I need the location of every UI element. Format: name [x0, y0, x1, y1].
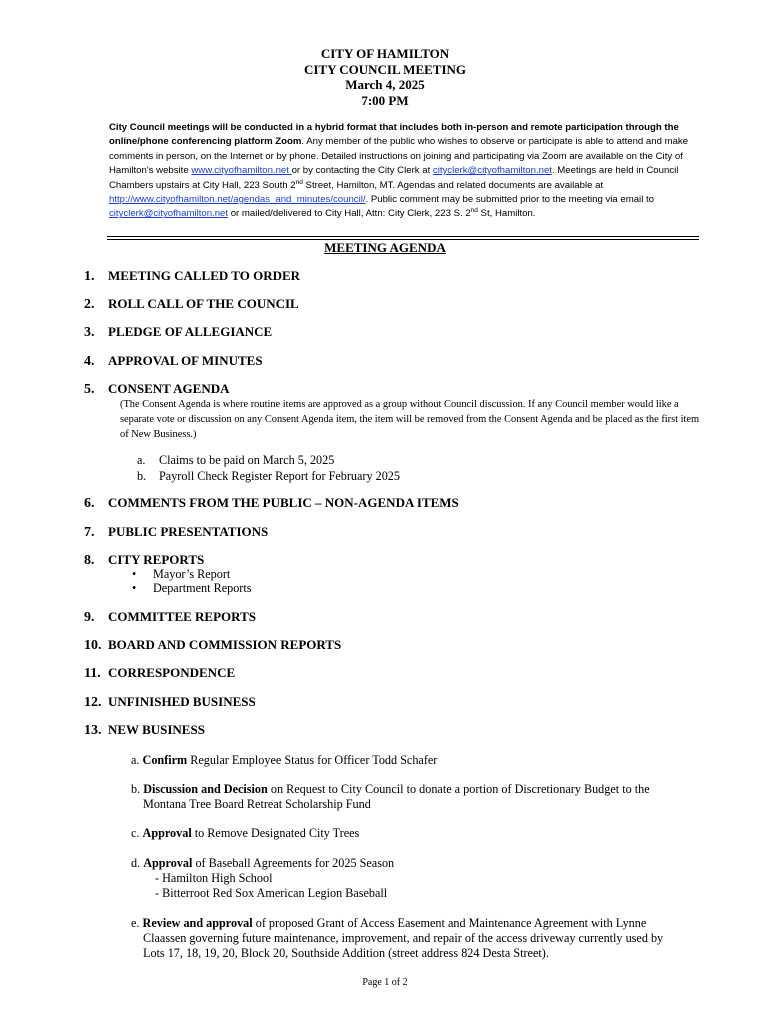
item-label: NEW BUSINESS [108, 722, 205, 737]
item-text: Claims to be paid on March 5, 2025 [159, 453, 335, 467]
agenda-item [84, 324, 272, 341]
agenda-title: MEETING AGENDA [324, 240, 446, 255]
sub-item: - Bitterroot Red Sox American Legion Baseball [155, 886, 388, 900]
agenda-item [84, 524, 268, 541]
item-text-continued: Montana Tree Board Retreat Scholarship Fund [143, 797, 371, 811]
item-number: 11. [84, 666, 101, 681]
meeting-notice [109, 121, 699, 222]
notice-text: St, Hamilton. [477, 208, 536, 220]
agenda-item [84, 495, 459, 512]
item-number: 3. [84, 325, 95, 340]
item-label: APPROVAL OF MINUTES [108, 353, 263, 368]
item-text: of Baseball Agreements for 2025 Season [192, 856, 395, 870]
list-item [137, 452, 400, 468]
item-action: Approval [143, 856, 193, 870]
item-number: 8. [84, 553, 95, 568]
item-number: 4. [84, 354, 95, 369]
website-link[interactable]: www.cityofhamilton.net [191, 165, 292, 177]
page-number: Page 1 of 2 [362, 977, 408, 988]
notice-bold-intro: City Council meetings will be conducted in a hybrid format that includes both in-person and remote participation through the online/phone conferencing platform Zoom [109, 122, 679, 148]
item-label: ROLL CALL OF THE COUNCIL [108, 296, 299, 311]
item-number: 5. [84, 382, 95, 397]
item-number: 10. [84, 638, 102, 653]
agenda-item [84, 722, 205, 739]
item-number: 9. [84, 610, 95, 625]
consent-subitems [137, 452, 400, 484]
item-label: CORRESPONDENCE [108, 665, 236, 680]
agenda-item [84, 694, 256, 711]
item-label: CONSENT AGENDA [108, 381, 230, 396]
header-meeting: CITY COUNCIL MEETING [303, 61, 467, 77]
new-business-item-d [131, 856, 691, 901]
agendas-link[interactable]: http://www.cityofhamilton.net/agendas_and_minutes/council/ [109, 194, 366, 206]
item-text-continued: Lots 17, 18, 19, 20, Block 20, Southside Addition (street address 824 Desta Street). [143, 946, 549, 960]
item-label: COMMENTS FROM THE PUBLIC – NON-AGENDA ITEMS [108, 495, 459, 510]
item-label: UNFINISHED BUSINESS [108, 694, 256, 709]
agenda-item [84, 296, 299, 313]
item-text-continued: Claassen governing future maintenance, improvement, and repair of the access driveway currently used by [143, 931, 664, 945]
item-prefix: c. [131, 826, 143, 840]
item-label: COMMITTEE REPORTS [108, 609, 256, 624]
item-prefix: a. [131, 753, 143, 767]
item-label: CITY REPORTS [108, 552, 205, 567]
superscript: nd [470, 207, 478, 215]
item-number: 6. [84, 496, 95, 511]
item-text: Payroll Check Register Report for February 2025 [159, 469, 400, 483]
item-number: 12. [84, 695, 102, 710]
new-business-item-c [131, 826, 691, 841]
item-action: Review and approval [142, 916, 253, 930]
item-label: PLEDGE OF ALLEGIANCE [108, 324, 273, 339]
bullet-icon: • [132, 567, 137, 581]
notice-text: or mailed/delivered to City Hall, Attn: City Clerk, 223 S. 2 [228, 208, 471, 220]
item-prefix: d. [131, 856, 144, 870]
item-text: Mayor’s Report [153, 567, 231, 581]
item-label: PUBLIC PRESENTATIONS [108, 524, 269, 539]
item-letter: b. [137, 469, 147, 483]
agenda-item [84, 268, 300, 285]
item-number: 13. [84, 723, 102, 738]
list-item [137, 468, 400, 484]
notice-text: . Meetings are held in Council Chambers upstairs at City Hall, 223 South 2 [109, 165, 679, 191]
header-date: March 4, 2025 [345, 77, 425, 92]
agenda-item [84, 609, 256, 626]
new-business-item-a [131, 753, 691, 768]
agenda-item [84, 353, 263, 370]
divider [107, 236, 699, 237]
item-text: on Request to City Council to donate a portion of Discretionary Budget to the [267, 782, 650, 796]
item-label: MEETING CALLED TO ORDER [108, 268, 301, 283]
clerk-email-link[interactable]: cityclerk@cityofhamilton.net [109, 208, 229, 220]
item-number: 1. [84, 269, 95, 284]
document-header [0, 46, 770, 108]
list-item [132, 567, 252, 581]
notice-text: . Public comment may be submitted prior to the meeting via email to [365, 194, 654, 206]
item-number: 7. [84, 525, 95, 540]
consent-agenda-note: (The Consent Agenda is where routine items are approved as a group without Council discussion. If any Council member would like a separate vote or discussion on any Consent Agenda item, the item will be removed from the Consent Agenda and be placed as the first item of New Business.) [120, 399, 700, 440]
item-text: of proposed Grant of Access Easement and Maintenance Agreement with Lynne [252, 916, 647, 930]
agenda-item [84, 381, 229, 398]
notice-text: . Any member of the public who wishes to observe or participate is able to attend and make comments in person, on the Internet or by phone. Detailed instructions on joining and participating via Zoom are available on the City of Hamilton's website [109, 136, 689, 177]
item-number: 2. [84, 297, 95, 312]
agenda-item [84, 665, 235, 682]
sub-item: - Hamilton High School [155, 871, 273, 885]
item-letter: a. [137, 453, 146, 467]
item-text: to Remove Designated City Trees [191, 826, 360, 840]
item-action: Approval [142, 826, 192, 840]
item-action: Discussion and Decision [143, 782, 268, 796]
notice-text: or by contacting the City Clerk at [291, 165, 433, 177]
header-time: 7:00 PM [361, 92, 409, 108]
agenda-item [84, 637, 341, 654]
notice-text: Street, Hamilton, MT. Agendas and related documents are available at [302, 179, 604, 191]
item-label: BOARD AND COMMISSION REPORTS [108, 637, 342, 652]
item-prefix: e. [131, 916, 143, 930]
bullet-icon: • [132, 581, 137, 595]
clerk-email-link[interactable]: cityclerk@cityofhamilton.net [432, 165, 552, 177]
new-business-item-e [131, 916, 691, 961]
list-item [132, 581, 252, 595]
new-business-item-b [131, 782, 691, 812]
item-action: Confirm [142, 753, 188, 767]
city-reports-list [132, 567, 252, 595]
superscript: nd [295, 178, 303, 186]
header-city: CITY OF HAMILTON [320, 46, 450, 61]
item-text: Department Reports [153, 581, 252, 595]
item-text: Regular Employee Status for Officer Todd Schafer [187, 753, 438, 767]
item-prefix: b. [131, 782, 144, 796]
